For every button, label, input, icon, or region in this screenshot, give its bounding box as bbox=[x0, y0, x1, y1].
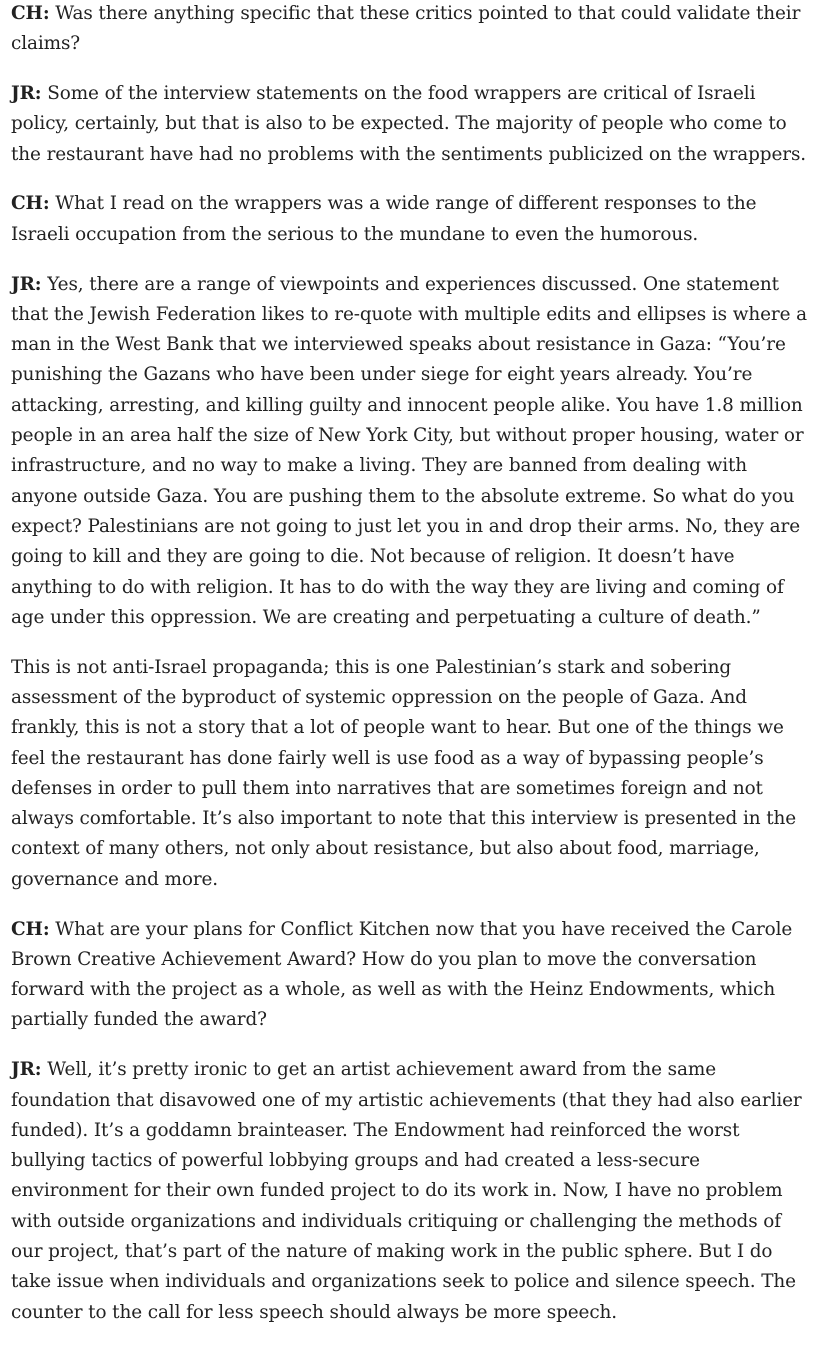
paragraph-text: Some of the interview statements on the food wrappers are critical of Israeli policy, certainly, but that is also to be expected. The majority of people who come to the restaurant have had no problems with the sentiments publicized on the wrappers. bbox=[11, 83, 807, 165]
paragraph-text: What I read on the wrappers was a wide range of different responses to the Israeli occupation from the serious to the mundane to even the humorous. bbox=[11, 193, 757, 245]
paragraph-ch-question-plans bbox=[11, 915, 811, 1036]
speaker-label: JR: bbox=[11, 273, 42, 295]
speaker-label: CH: bbox=[11, 918, 50, 940]
speaker-label: JR: bbox=[11, 1059, 42, 1081]
paragraph-ch-question-critics bbox=[11, 0, 811, 60]
speaker-label: CH: bbox=[11, 193, 50, 215]
speaker-label: JR: bbox=[11, 83, 42, 105]
paragraph-jr-propaganda bbox=[11, 653, 811, 895]
article-body bbox=[11, 0, 811, 1347]
paragraph-text: Well, it’s pretty ironic to get an artist achievement award from the same foundation that disavowed one of my artistic achievements (that they had also earlier funded). It’s a goddamn brainteaser. The Endowment had reinforced the worst bullying tactics of powerful lobbying groups and had created a less-secure environment for their own funded project to do its work in. Now, I have no problem with outside organizations and individuals critiquing or challenging the methods of our project, that’s part of the nature of making work in the public sphere. But I do take issue when individuals and organizations seek to police and silence speech. The counter to the call for less speech should always be more speech. bbox=[11, 1059, 802, 1323]
paragraph-text: Yes, there are a range of viewpoints and experiences discussed. One statement that the Jewish Federation likes to re-quote with multiple edits and ellipses is where a man in the West Bank that we interviewed speaks about resistance in Gaza: “You’re punishing the Gazans who have been under siege for eight years already. You’re attacking, arresting, and killing guilty and innocent people alike. You have 1.8 million people in an area half the size of New York City, but without proper housing, water or infrastructure, and no way to make a living. They are banned from dealing with anyone outside Gaza. You are pushing them to the absolute extreme. So what do you expect? Palestinians are not going to just let you in and drop their arms. No, they are going to kill and they are going to die. Not because of religion. It doesn’t have anything to do with religion. It has to do with the way they are living and coming of age under this oppression. We are creating and perpetuating a culture of death.” bbox=[11, 273, 807, 628]
speaker-label: CH: bbox=[11, 3, 50, 24]
paragraph-text: Was there anything specific that these critics pointed to that could validate their claims? bbox=[11, 3, 801, 55]
paragraph-text: This is not anti-Israel propaganda; this is one Palestinian’s stark and sobering assessment of the byproduct of systemic oppression on the people of Gaza. And frankly, this is not a story that a lot of people want to hear. But one of the things we feel the restaurant has done fairly well is use food as a way of bypassing people’s defenses in order to pull them into narratives that are sometimes foreign and not always comfortable. It’s also important to note that this interview is presented in the context of many others, not only about resistance, but also about food, marriage, governance and more. bbox=[11, 656, 797, 890]
paragraph-text: What are your plans for Conflict Kitchen now that you have received the Carole Brown Creative Achievement Award? How do you plan to move the conversation forward with the project as a whole, as well as with the Heinz Endowments, which partially funded the award? bbox=[11, 918, 793, 1031]
paragraph-ch-comment-responses bbox=[11, 189, 811, 250]
paragraph-jr-answer-award bbox=[11, 1055, 811, 1328]
paragraph-jr-answer-wrappers bbox=[11, 79, 811, 170]
paragraph-jr-answer-viewpoints bbox=[11, 270, 811, 634]
